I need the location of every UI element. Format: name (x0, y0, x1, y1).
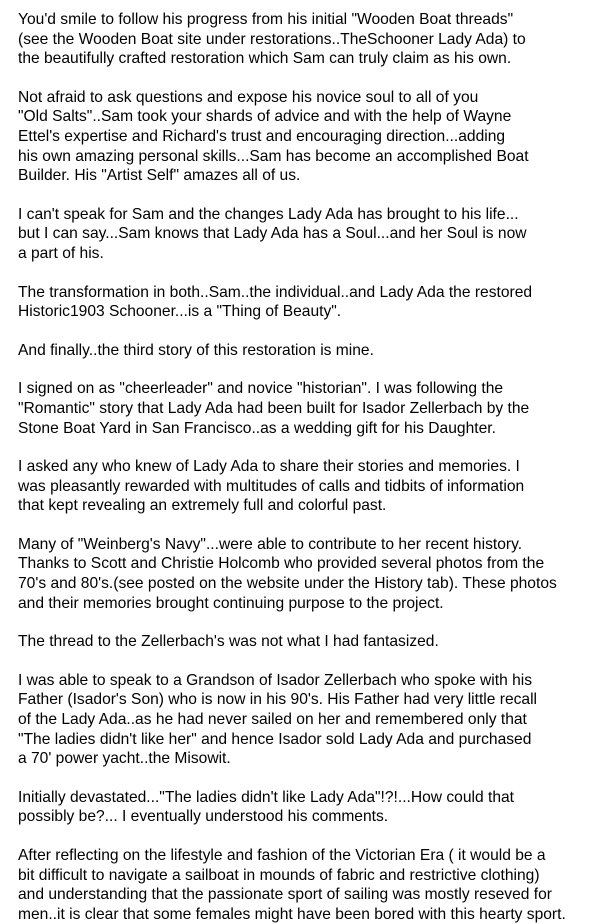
paragraph (18, 283, 590, 322)
paragraph (18, 671, 590, 769)
text-line: a part of his. (18, 244, 104, 262)
paragraph (18, 457, 590, 516)
text-line: After reflecting on the lifestyle and fashion of the Victorian Era ( it would be a (18, 847, 546, 864)
text-line: Builder. His "Artist Self" amazes all of us. (18, 167, 301, 185)
text-line: "Romantic" story that Lady Ada had been built for Isador Zellerbach by the (18, 399, 530, 417)
text-line: The transformation in both..Sam..the individual..and Lady Ada the restored (18, 283, 533, 301)
text-line: Many of "Weinberg's Navy"...were able to contribute to her recent history. (18, 535, 523, 553)
text-line: (see the Wooden Boat site under restorations..TheSchooner Lady Ada) to (18, 30, 526, 48)
text-line: Ettel's expertise and Richard's trust and encouraging direction...adding (18, 127, 506, 145)
text-line: the beautifully crafted restoration which Sam can truly claim as his own. (18, 50, 512, 68)
paragraph (18, 846, 590, 924)
paragraph (18, 379, 590, 438)
text-line: 70's and 80's.(see posted on the website under the History tab). These photos (18, 575, 557, 593)
paragraph (18, 632, 590, 652)
text-line: men..it is clear that some females might have been bored with this hearty sport. (18, 905, 566, 923)
text-line: I signed on as "cheerleader" and novice "historian". I was following the (18, 380, 504, 398)
text-line: Thanks to Scott and Christie Holcomb who provided several photos from the (18, 555, 545, 573)
text-line: his own amazing personal skills...Sam has become an accomplished Boat (18, 147, 529, 165)
text-line: possibly be?... I eventually understood his comments. (18, 808, 389, 826)
text-line: And finally..the third story of this restoration is mine. (18, 341, 374, 359)
text-line: Stone Boat Yard in San Francisco..as a wedding gift for his Daughter. (18, 419, 496, 437)
text-line: Father (Isador's Son) who is now in his 90's. His Father had very little recall (18, 691, 538, 709)
text-line: a 70' power yacht..the Misowit. (18, 750, 231, 768)
text-line: I asked any who knew of Lady Ada to share their stories and memories. I (18, 458, 520, 476)
text-line: but I can say...Sam knows that Lady Ada has a Soul...and her Soul is now (18, 225, 527, 243)
paragraph (18, 10, 590, 69)
text-line: Not afraid to ask questions and expose his novice soul to all of you (18, 88, 479, 106)
text-line: bit difficult to navigate a sailboat in mounds of fabric and restrictive clothing) (18, 866, 540, 884)
text-line: and understanding that the passionate sport of sailing was mostly reseved for (18, 886, 552, 904)
text-line: was pleasantly rewarded with multitudes of calls and tidbits of information (18, 477, 525, 495)
text-line: and their memories brought continuing purpose to the project. (18, 594, 444, 612)
paragraph (18, 788, 590, 827)
text-line: "The ladies didn't like her" and hence Isador sold Lady Ada and purchased (18, 730, 532, 748)
text-line: Initially devastated..."The ladies didn't like Lady Ada"!?!...How could that (18, 788, 515, 806)
text-line: of the Lady Ada..as he had never sailed on her and remembered only that (18, 711, 527, 729)
text-line: that kept revealing an extremely full and colorful past. (18, 497, 387, 515)
text-line: Historic1903 Schooner...is a "Thing of Beauty". (18, 303, 342, 321)
text-line: I can't speak for Sam and the changes Lady Ada has brought to his life... (18, 205, 519, 223)
paragraph (18, 341, 590, 361)
paragraph (18, 88, 590, 186)
paragraph (18, 205, 590, 264)
text-line: "Old Salts"..Sam took your shards of advice and with the help of Wayne (18, 108, 512, 126)
paragraph (18, 535, 590, 613)
text-line: The thread to the Zellerbach's was not what I had fantasized. (18, 633, 439, 651)
text-line: I was able to speak to a Grandson of Isador Zellerbach who spoke with his (18, 671, 533, 689)
text-line: You'd smile to follow his progress from his initial "Wooden Boat threads" (18, 11, 514, 28)
